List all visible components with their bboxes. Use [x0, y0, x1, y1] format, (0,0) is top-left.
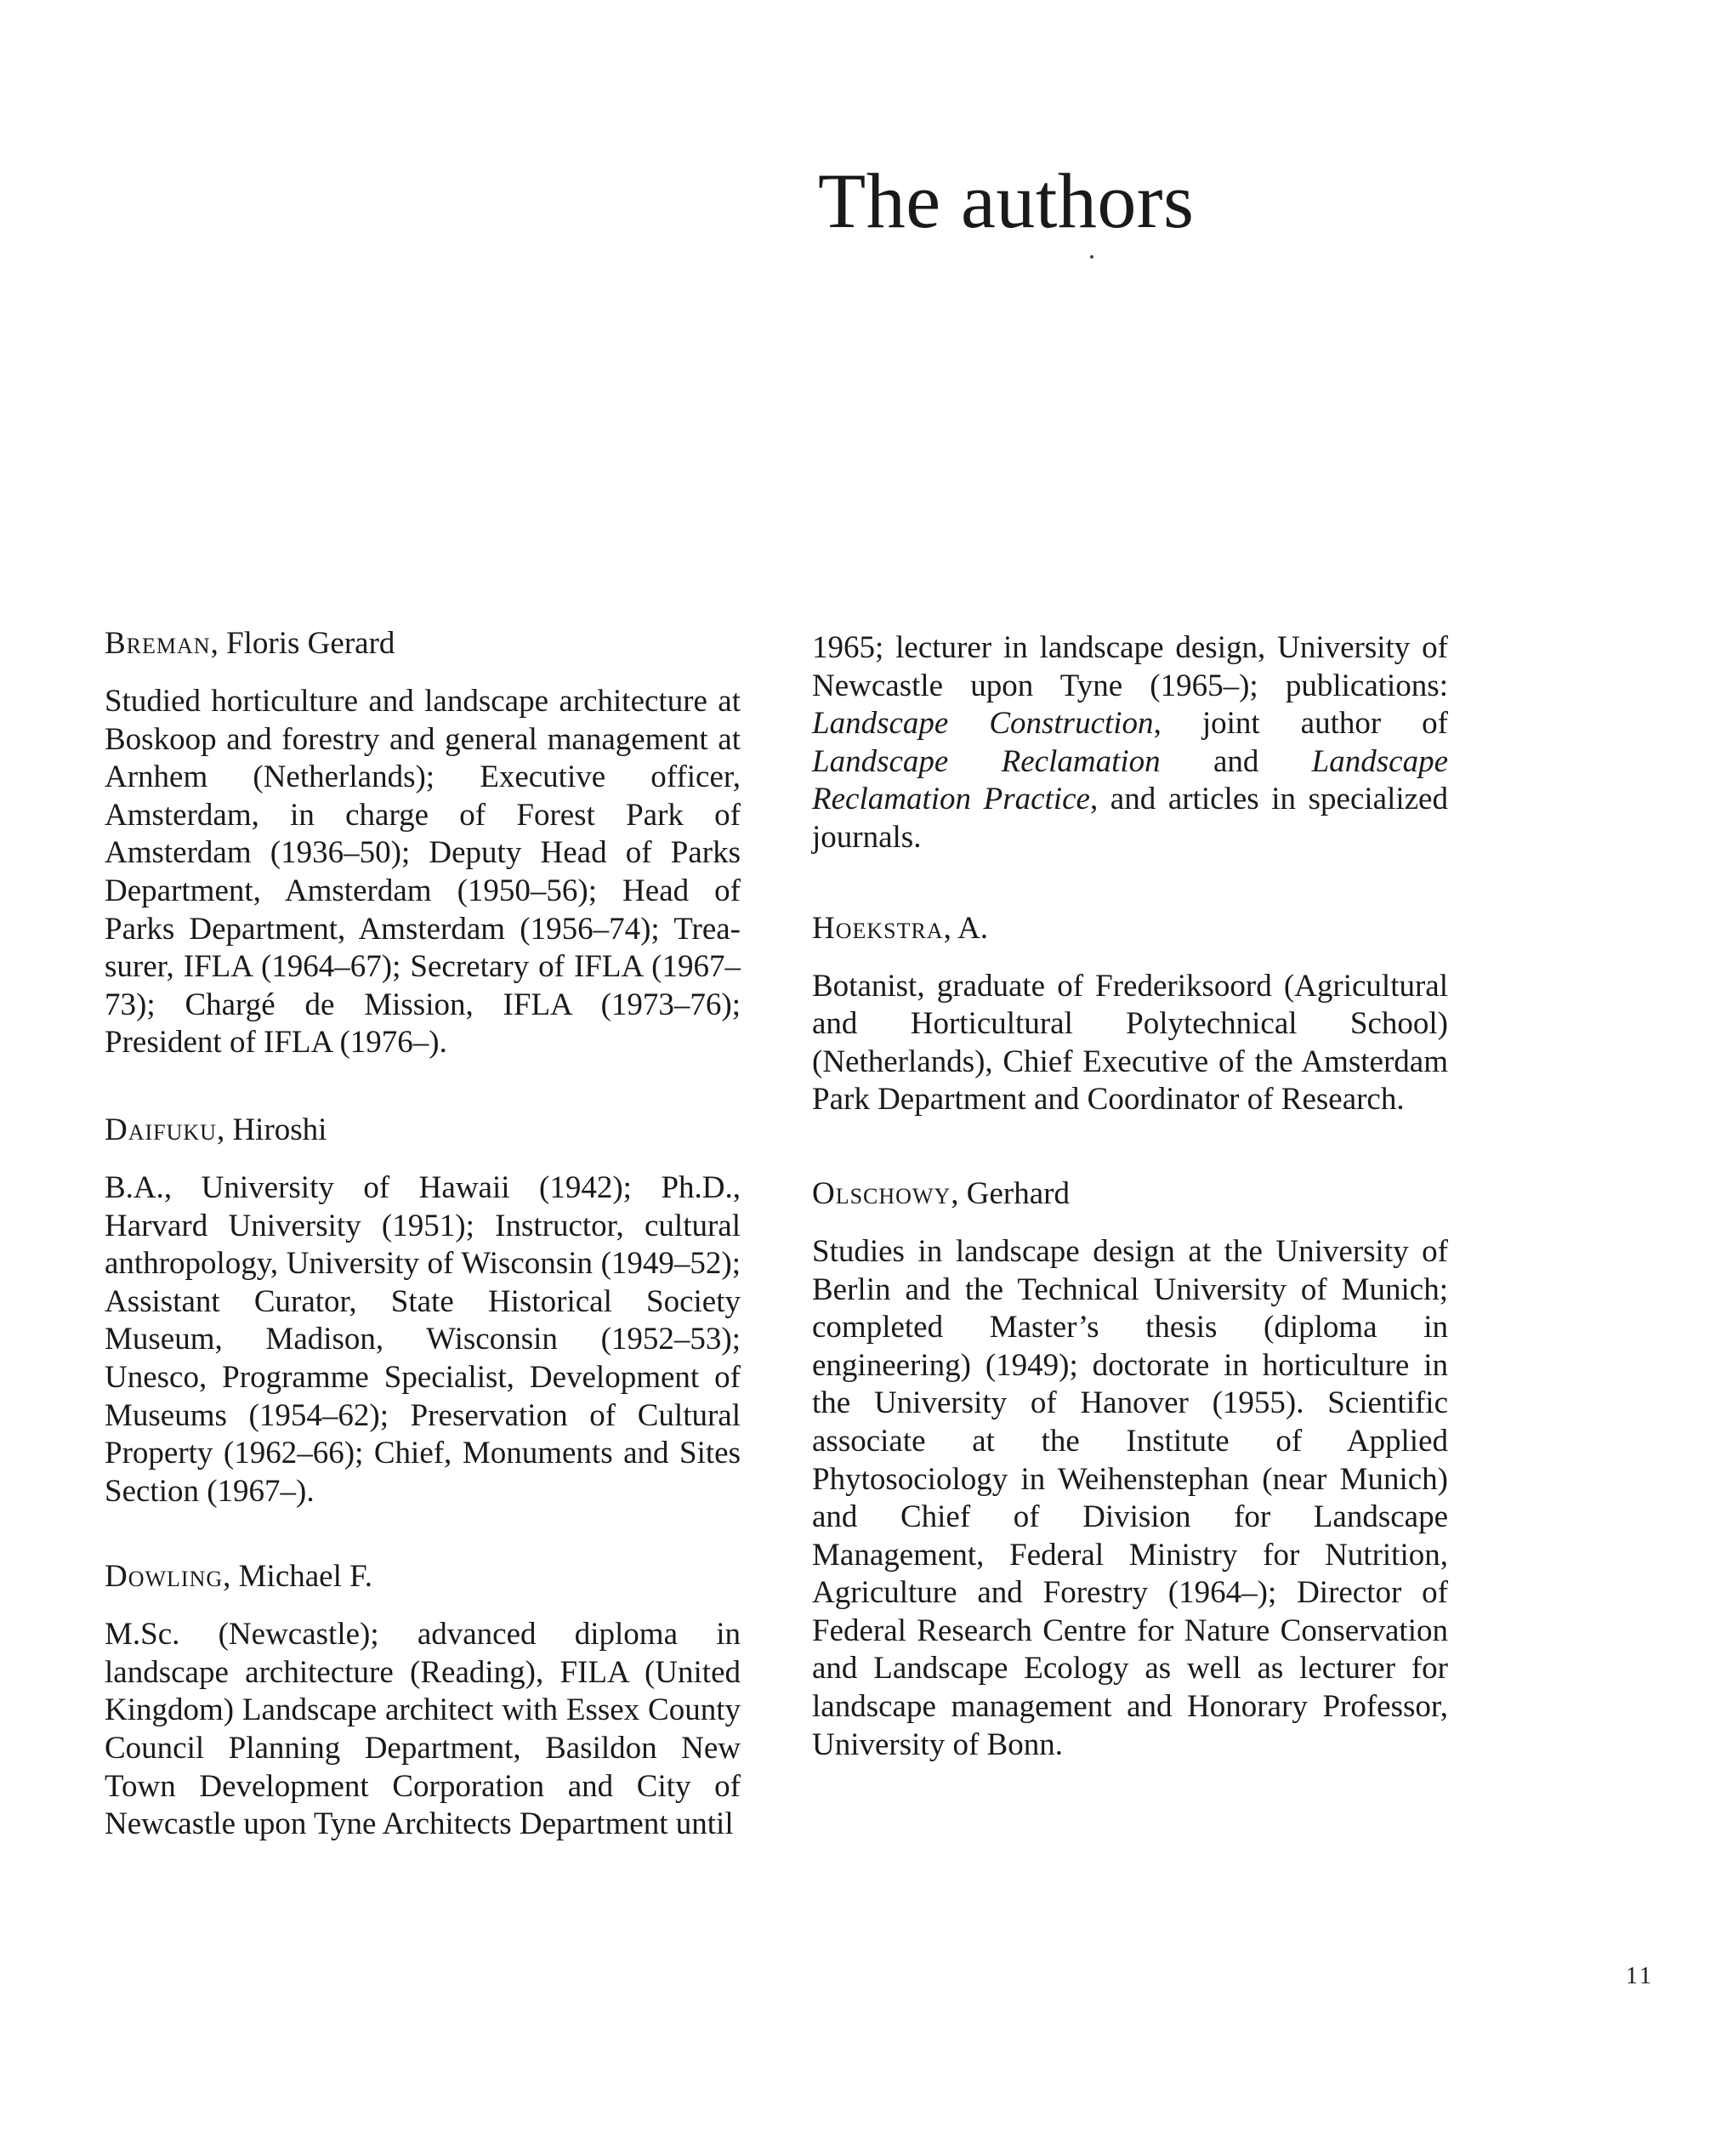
page-number: 11 — [1626, 1963, 1654, 1989]
author-surname: Hoekstra — [812, 910, 944, 946]
publication-title: Landscape Reclamation Practice — [812, 743, 1448, 817]
author-given-names: , Michael F. — [223, 1559, 372, 1595]
bio-text: 1965; lecturer in landscape design, University of Newcastle upon Tyne (1965–); publications: — [812, 630, 1448, 703]
author-entry-hoekstra — [812, 910, 1448, 1119]
author-surname: Dowling — [105, 1559, 224, 1595]
author-given-names: , A. — [943, 910, 989, 946]
author-entry-dowling-continued — [812, 629, 1448, 857]
author-name — [812, 910, 1448, 947]
publication-title: Landscape Reclamation — [812, 743, 1161, 779]
author-given-names: , Hiroshi — [216, 1112, 327, 1147]
author-given-names: , Gerhard — [951, 1175, 1070, 1211]
bio-text: , joint author of — [1153, 706, 1448, 742]
author-entry-dowling — [105, 1558, 741, 1844]
author-biography-continued — [812, 629, 1448, 857]
author-surname: Olschowy — [812, 1175, 951, 1211]
author-biography: Studied horticulture and landscape architecture at Boskoop and forestry and general management at Arnhem (Netherlands); Executive officer, Amsterdam, in charge of Forest Park of Amsterdam (1936–50); Deputy Head of Parks Department, Amsterdam (1950–56); Head of Parks Department, Amsterdam (1956–74); Treasurer, IFLA (1964–67); Secretary of IFLA (1967–73); Chargé de Mission, IFLA (1973–76); President of IFLA (1976–). — [105, 684, 741, 1061]
author-name — [105, 1558, 741, 1596]
author-surname: Breman — [105, 626, 211, 661]
author-biography: Studies in landscape design at the University of Berlin and the Technical University of Munich; completed Master’s thesis (diploma in engineering) (1949); doctorate in horticulture in the University of Hanover (1955). Scientific associate at the Institute of Applied Phytosociology in Weihenstephan (near Munich) and Chief of Division for Landscape Management, Federal Ministry for Nutrition, Agriculture and Forestry (1964–); Director of Federal Research Centre for Nature Conservation and Landscape Ecology as well as lecturer for landscape management and Honorary Professor, University of Bonn. — [812, 1233, 1448, 1762]
bio-text: , and articles in specialized journals. — [812, 782, 1448, 855]
print-speck — [1090, 255, 1093, 259]
author-biography: M.Sc. (Newcastle); advanced diploma in landscape architecture (Reading), FILA (United Kingdom) Landscape architect with Essex County Council Planning Department, Basildon New Town Development Corporation and City of Newcastle upon Tyne Architects Department until — [105, 1617, 741, 1842]
left-column — [105, 625, 741, 1844]
author-entry-olschowy — [812, 1175, 1448, 1764]
page-title: The authors — [818, 157, 1195, 244]
author-biography: Botanist, graduate of Frederiksoord (Agricultural and Horticultural Polytechnical School) (Netherlands), Chief Executive of the Amsterdam Park Department and Coordinator of Research. — [812, 968, 1448, 1118]
author-surname: Daifuku — [105, 1112, 217, 1147]
author-entry-daifuku — [105, 1112, 741, 1510]
author-given-names: , Floris Gerard — [210, 626, 395, 661]
publication-title: Landscape Construction — [812, 706, 1154, 742]
author-entry-breman — [105, 625, 741, 1062]
author-biography: B.A., University of Hawaii (1942); Ph.D., Harvard University (1951); Instructor, cultural anthropology, University of Wisconsin (1949–52); Assistant Curator, State Historical Society Museum, Madison, Wisconsin (1952–53); Unesco, Programme Specialist, Development of Museums (1954–62); Preservation of Cultural Property (1962–66); Chief, Monuments and Sites Section (1967–). — [105, 1169, 741, 1509]
author-name — [105, 625, 741, 663]
right-column — [812, 629, 1448, 1764]
bio-text: and — [1160, 743, 1312, 779]
author-name — [812, 1175, 1448, 1213]
author-name — [105, 1112, 741, 1149]
